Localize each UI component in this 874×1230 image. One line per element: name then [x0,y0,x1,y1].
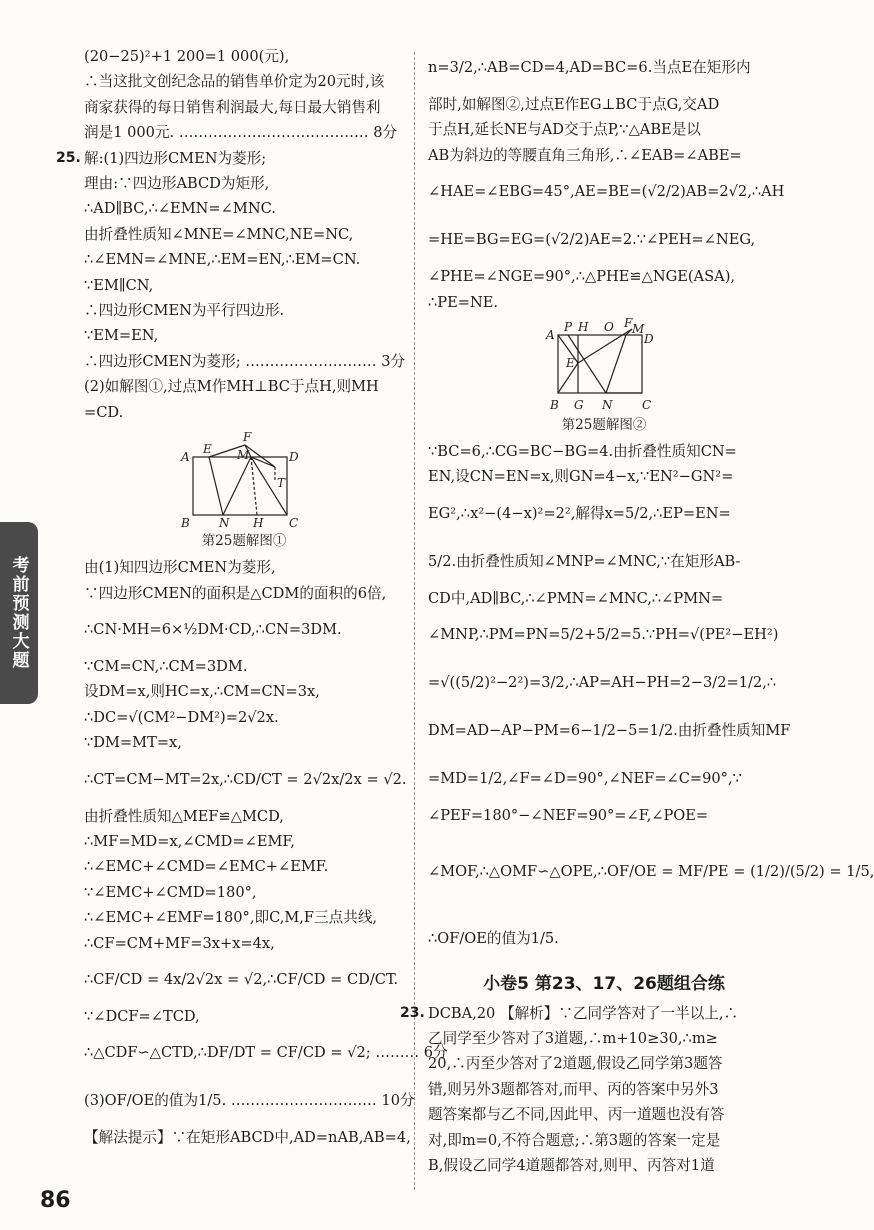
figure-1-caption: 第25题解图① [201,533,287,550]
label-A: A [181,450,190,465]
figure-1-diagram [179,431,309,529]
right-column [400,44,874,1179]
label-C: C [289,516,299,531]
label-N: N [602,398,613,413]
text-line: ∵DM=MT=x, [84,734,182,752]
text-line: ∴DC=√(CM²−DM²)=2√2x. [84,708,279,726]
question-23-start [400,1001,780,1026]
figure-2 [428,316,780,413]
label-N: N [219,516,230,531]
text-line: B,假设乙同学4道题都答对,则甲、丙答对1道 [428,1157,715,1175]
label-C: C [642,398,652,413]
text-line: ∴CF=CM+MF=3x+x=4x, [84,934,275,952]
text-line: 由(1)知四边形CMEN为菱形, [84,559,276,577]
label-A: A [546,328,555,343]
text-line: ∠MNP,∴PM=PN=5/2+5/2=5.∵PH=√(PE²−EH²) [428,626,779,644]
text-line: ∵BC=6,∴CG=BC−BG=4.由折叠性质知CN= [428,443,737,461]
text-line: ∵∠EMC+∠CMD=180°, [84,883,257,901]
text-line: ∴∠EMC+∠EMF=180°,即C,M,F三点共线, [84,909,378,927]
label-O: O [604,320,614,335]
text-line: AB为斜边的等腰直角三角形,∴∠EAB=∠ABE= [428,146,742,164]
text-line: 乙同学至少答对了3道题,∴m+10≥30,∴m≥ [428,1030,718,1048]
text-line: CD中,AD∥BC,∴∠PMN=∠MNC,∴∠PMN= [428,589,724,607]
label-T: T [277,476,286,491]
text-line: ∴四边形CMEN为平行四边形. [84,302,285,320]
text-line: 部时,如解图②,过点E作EG⊥BC于点G,交AD [428,96,720,113]
label-D: D [644,332,654,347]
text-line: ∵EM∥CN, [84,276,154,294]
text-line: DCBA,20 【解析】∵乙同学答对了一半以上,∴ [428,1004,739,1022]
text-line: =MD=1/2,∠F=∠D=90°,∠NEF=∠C=90°,∵ [428,770,742,788]
text-line: =CD. [84,403,124,421]
text-line: ∴△CDF∽△CTD,∴DF/DT = CF/CD = √2; ……… 6分 [84,1044,448,1062]
label-F: F [243,430,252,445]
figure-1 [84,431,404,529]
text-line: DM=AD−AP−PM=6−1/2−5=1/2.由折叠性质知MF [428,722,791,740]
text-line: 由折叠性质知∠MNE=∠MNC,NE=NC, [84,225,354,243]
label-E: E [566,356,575,371]
text-line: 商家获得的每日销售利润最大,每日最大销售利 [84,98,381,116]
text-line: 题答案都与乙不同,因此甲、丙一道题也没有答 [428,1106,725,1124]
text-line: ∠PEF=180°−∠NEF=90°=∠F,∠POE= [428,807,709,825]
text-line: ∠HAE=∠EBG=45°,AE=BE=(√2/2)AB=2√2,∴AH [428,183,785,201]
question-25-start [56,146,404,171]
text-line: (20−25)²+1 200=1 000(元), [84,48,290,65]
text-line: 由折叠性质知△MEF≌△MCD, [84,807,284,825]
text-line: 对,即m=0,不符合题意;∴第3题的答案一定是 [428,1131,721,1149]
label-H: H [253,516,264,531]
text-line: ∵EM=EN, [84,327,159,345]
text-line: ∴CT=CM−MT=2x,∴CD/CT = 2√2x/2x = √2. [84,770,407,788]
label-H: H [578,320,589,335]
text-line: ∴四边形CMEN为菱形; ……………………… 3分 [84,352,406,370]
figure-2-caption: 第25题解图② [561,417,647,434]
side-tab: 考前预测大题 [0,522,38,704]
text-line: =HE=BG=EG=(√2/2)AE=2.∵∠PEH=∠NEG, [428,231,756,249]
text-line: ∠PHE=∠NGE=90°,∴△PHE≌△NGE(ASA), [428,268,736,286]
label-B: B [550,398,559,413]
label-M: M [632,322,645,337]
text-line: 5/2.由折叠性质知∠MNP=∠MNC,∵在矩形AB- [428,552,741,570]
text-line: 理由:∵四边形ABCD为矩形, [84,175,270,193]
text-line: 润是1 000元. ………………………………… 8分 [84,124,398,142]
text-line: ∴CF/CD = 4x/2√2x = √2,∴CF/CD = CD/CT. [84,970,399,988]
text-line: n=3/2,∴AB=CD=4,AD=BC=6.当点E在矩形内 [428,59,751,76]
text-line: ∴PE=NE. [428,293,499,311]
text-line: ∴MF=MD=x,∠CMD=∠EMF, [84,832,295,850]
text-line: =√((5/2)²−2²)=3/2,∴AP=AH−PH=2−3/2=1/2,∴ [428,674,777,692]
text-line: 错,则另外3题都答对,而甲、丙的答案中另外3 [428,1080,719,1098]
answer-line: ∴OF/OE的值为1/5. [428,929,559,947]
label-E: E [203,442,212,457]
text-line: EN,设CN=EN=x,则GN=4−x,∵EN²−GN²= [428,468,734,486]
label-D: D [289,450,299,465]
question-number: 25. [56,149,81,166]
text-line: ∠MOF,∴△OMF∽△OPE,∴OF/OE = MF/PE = (1/2)/(5/2) = 1/5, [428,862,874,880]
text-line: ∴当这批文创纪念品的销售单价定为20元时,该 [84,73,385,91]
text-line: ∵CM=CN,∴CM=3DM. [84,657,248,675]
label-G: G [574,398,584,413]
text-line: ∵四边形CMEN的面积是△CDM的面积的6倍, [84,584,387,602]
label-M: M [237,448,250,463]
section-title: 小卷5 第23、17、26题组合练 [483,973,725,994]
figure-2-diagram [544,316,664,413]
text-line: 【解法提示】∵在矩形ABCD中,AD=nAB,AB=4, [84,1129,411,1147]
question-number: 23. [400,1004,425,1021]
text-line: ∴AD∥BC,∴∠EMN=∠MNC. [84,200,276,218]
answer-line: (3)OF/OE的值为1/5. ………………………… 10分 [84,1092,415,1110]
text-line: 设DM=x,则HC=x,∴CM=CN=3x, [84,683,320,701]
page-number: 86 [40,1188,71,1213]
text-line: ∵∠DCF=∠TCD, [84,1007,200,1025]
text-line: ∴∠EMN=∠MNE,∴EM=EN,∴EM=CN. [84,251,361,269]
text-line: 20,∴丙至少答对了2道题,假设乙同学第3题答 [428,1055,723,1073]
label-P: P [564,320,573,335]
text-line: (2)如解图①,过点M作MH⊥BC于点H,则MH [84,378,379,396]
text-line: EG²,∴x²−(4−x)²=2²,解得x=5/2,∴EP=EN= [428,504,731,522]
text-line: 于点H,延长NE与AD交于点P,∵△ABE是以 [428,121,701,139]
label-B: B [181,516,190,531]
label-F: F [624,316,633,331]
text-line: 解:(1)四边形CMEN为菱形; [84,149,267,167]
text-line: ∴∠EMC+∠CMD=∠EMC+∠EMF. [84,858,329,876]
text-line: ∴CN·MH=6×½DM·CD,∴CN=3DM. [84,620,342,638]
